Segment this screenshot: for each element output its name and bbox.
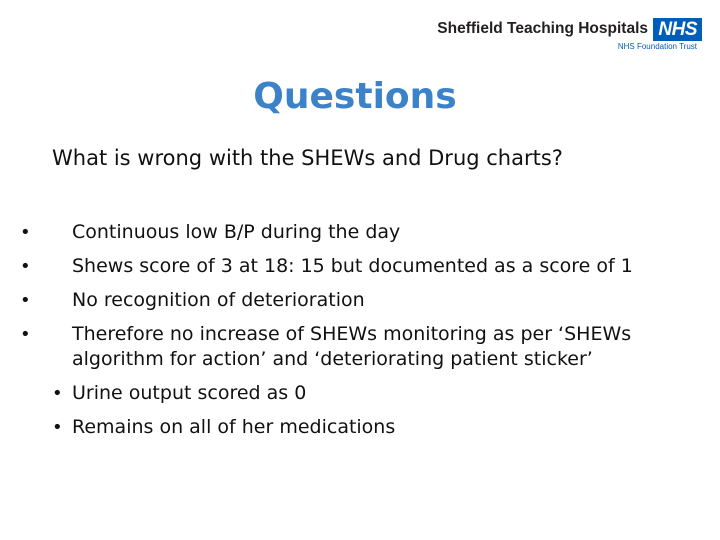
bullet-item: [20, 415, 700, 440]
slide-question: What is wrong with the SHEWs and Drug charts?: [52, 146, 563, 170]
bullet-item: [20, 322, 700, 372]
bullet-text: Continuous low B/P during the day: [72, 221, 401, 243]
bullet-dot-icon: •: [20, 324, 31, 345]
logo-trust-name: Sheffield Teaching Hospitals: [437, 20, 648, 37]
bullet-text: Shews score of 3 at 18: 15 but documented as a score of 1: [72, 255, 633, 277]
bullet-text: Urine output scored as 0: [72, 382, 307, 404]
bullet-item: [20, 254, 700, 279]
bullet-item: [20, 288, 700, 313]
bullet-dot-icon: •: [20, 290, 31, 311]
nhs-badge-icon: NHS: [653, 18, 702, 41]
nhs-trust-logo: [437, 18, 702, 58]
bullet-dot-icon: •: [52, 417, 63, 438]
bullet-text: Remains on all of her medications: [72, 416, 396, 438]
slide-title: Questions: [253, 76, 457, 117]
bullet-item: [20, 220, 700, 245]
bullet-text: No recognition of deterioration: [72, 289, 365, 311]
bullet-list: [20, 220, 700, 449]
bullet-dot-icon: •: [52, 383, 63, 404]
bullet-dot-icon: •: [20, 222, 31, 243]
bullet-dot-icon: •: [20, 256, 31, 277]
logo-subtitle: NHS Foundation Trust: [617, 42, 697, 51]
bullet-text: Therefore no increase of SHEWs monitoring as per ‘SHEWs algorithm for action’ and ‘deteriorating patient sticker’: [72, 323, 632, 370]
bullet-item: [20, 381, 700, 406]
